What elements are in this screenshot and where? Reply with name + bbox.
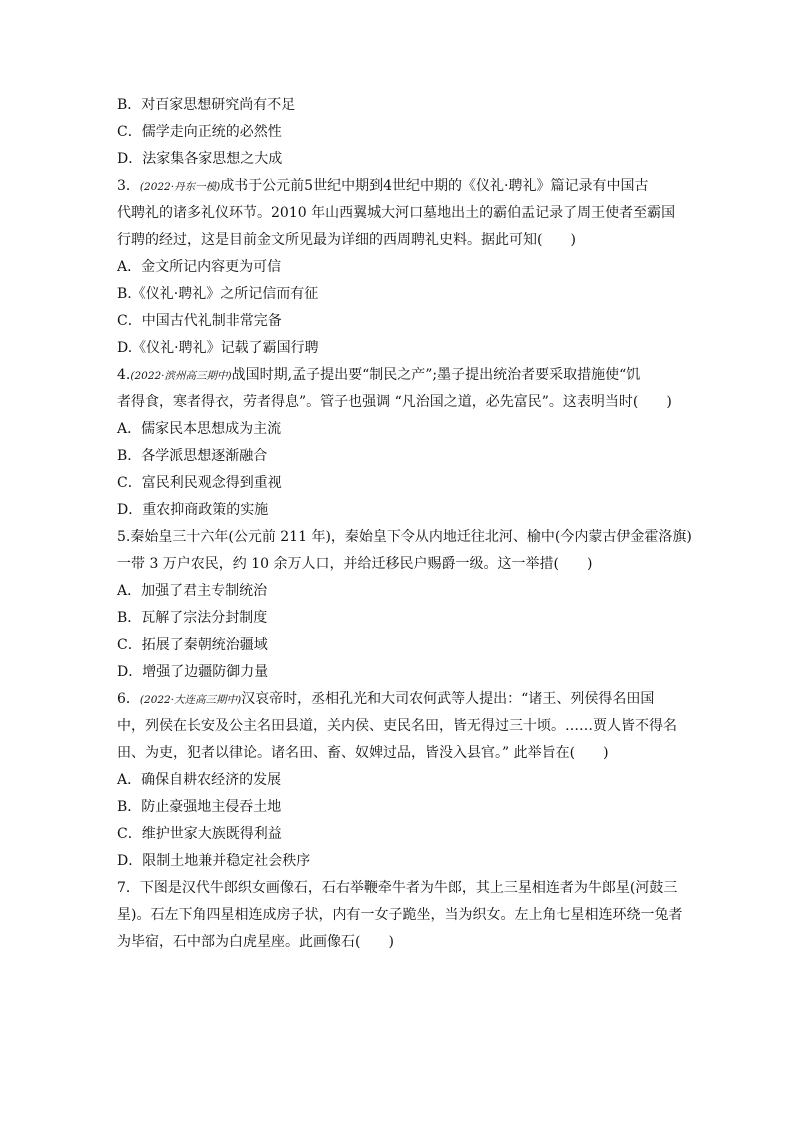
question-stem-line: 中，列侯在长安及公主名田县道，关内侯、吏民名田，皆无得过三十顷。……贾人皆不得名 bbox=[117, 718, 677, 734]
question-stem-line bbox=[117, 173, 677, 200]
question-stem-line bbox=[117, 524, 692, 551]
question-stem-line: 为毕宿，石中部为白虎星座。此画像石( ) bbox=[117, 934, 394, 950]
option-c: C．维护世家大族既得利益 bbox=[117, 826, 282, 842]
question-4 bbox=[117, 362, 677, 524]
question-7 bbox=[117, 875, 683, 956]
option-d: D．限制土地兼并稳定社会秩序 bbox=[117, 853, 311, 869]
document-page bbox=[117, 92, 692, 956]
question-number: 5. bbox=[117, 529, 131, 545]
question-stem-line bbox=[117, 362, 677, 389]
prev-option-c: C．儒学走向正统的必然性 bbox=[117, 124, 282, 140]
option-d: D.《仪礼·聘礼》记载了霸国行聘 bbox=[117, 340, 319, 356]
question-number: 4. bbox=[117, 367, 131, 383]
option-c: C．拓展了秦朝统治疆域 bbox=[117, 637, 268, 653]
option-d: D．增强了边疆防御力量 bbox=[117, 664, 269, 680]
question-number: 7． bbox=[117, 880, 140, 896]
question-source: (2022·滨州高三期中) bbox=[130, 370, 232, 382]
question-text: 成书于公元前5世纪中期到4世纪中期的《仪礼·聘礼》篇记录有中国古 bbox=[220, 178, 649, 194]
option-c: C．中国古代礼制非常完备 bbox=[117, 313, 282, 329]
option-c: C．富民利民观念得到重视 bbox=[117, 475, 282, 491]
question-stem-line: 一带 3 万户农民，约 10 余万人口，并给迁移民户赐爵一级。这一举措( ) bbox=[117, 556, 593, 572]
prev-option-d: D．法家集各家思想之大成 bbox=[117, 151, 283, 167]
question-stem-line: 行聘的经过，这是目前金文所见最为详细的西周聘礼史料。据此可知( ) bbox=[117, 232, 576, 248]
question-source: (2022·大连高三期中) bbox=[139, 694, 242, 706]
option-b: B.《仪礼·聘礼》之所记信而有征 bbox=[117, 286, 319, 302]
question-stem-line: 星)。石左下角四星相连成房子状，内有一女子跪坐，当为织女。左上角七星相连环绕一兔者 bbox=[117, 907, 683, 923]
option-a: A．儒家民本思想成为主流 bbox=[117, 421, 282, 437]
question-5 bbox=[117, 524, 692, 686]
question-3 bbox=[117, 173, 677, 362]
question-text: 汉哀帝时，丞相孔光和大司农何武等人提出：“诸王、列侯得名田国 bbox=[241, 691, 655, 707]
question-number: 6． bbox=[117, 691, 140, 707]
option-a: A．金文所记内容更为可信 bbox=[117, 259, 282, 275]
question-number: 3． bbox=[117, 178, 140, 194]
question-stem-line: 者得食，寒者得衣，劳者得息”。管子也强调 “凡治国之道，必先富民”。这表明当时( ) bbox=[117, 394, 672, 410]
question-text: 战国时期,孟子提出要“制民之产”;墨子提出统治者要采取措施使“饥 bbox=[231, 367, 641, 383]
question-stem-line: 代聘礼的诸多礼仪环节。2010 年山西翼城大河口墓地出土的霸伯盂记录了周王使者至霸国 bbox=[117, 205, 676, 221]
option-b: B．瓦解了宗法分封制度 bbox=[117, 610, 268, 626]
option-d: D．重农抑商政策的实施 bbox=[117, 502, 269, 518]
question-text: 下图是汉代牛郎织女画像石，石右举鞭牵牛者为牛郎，其上三星相连者为牛郎星(河鼓三 bbox=[139, 880, 678, 896]
prev-option-b: B．对百家思想研究尚有不足 bbox=[117, 97, 296, 113]
question-text: 秦始皇三十六年(公元前 211 年)，秦始皇下令从内地迁往北河、榆中(今内蒙古伊金霍洛旗) bbox=[130, 529, 692, 545]
option-a: A．确保自耕农经济的发展 bbox=[117, 772, 282, 788]
question-source: (2022·丹东一模) bbox=[139, 181, 221, 193]
question-stem-line bbox=[117, 686, 677, 713]
question-stem-line: 田、为吏，犯者以律论。诸名田、畜、奴婢过品，皆没入县官。” 此举旨在( ) bbox=[117, 745, 609, 761]
question-stem-line bbox=[117, 875, 677, 902]
option-a: A．加强了君主专制统治 bbox=[117, 583, 268, 599]
option-b: B．防止豪强地主侵吞土地 bbox=[117, 799, 282, 815]
question-6 bbox=[117, 686, 677, 875]
option-b: B．各学派思想逐渐融合 bbox=[117, 448, 268, 464]
